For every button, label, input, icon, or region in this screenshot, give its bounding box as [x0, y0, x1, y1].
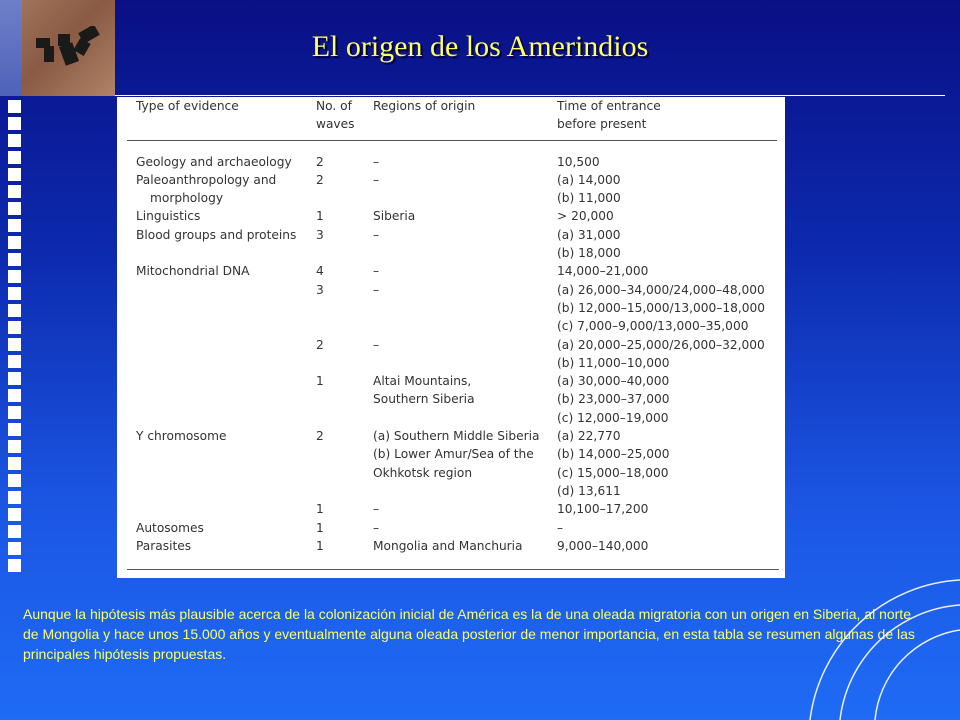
decorative-square [8, 491, 21, 504]
cell-line: Mitochondrial DNA [136, 264, 250, 279]
cell-line: (a) 20,000–25,000/26,000–32,000 [557, 337, 765, 352]
cell-waves: 1 [316, 520, 324, 535]
cell-waves: 2 [316, 154, 324, 169]
cell-line: – [557, 520, 564, 535]
decorative-arcs-icon [780, 560, 960, 720]
cell-evidence [127, 336, 316, 373]
cell-regions [373, 262, 557, 280]
cell-line: Parasites [136, 538, 192, 553]
cell-line: – [373, 264, 380, 279]
cell-evidence [127, 207, 316, 225]
cell-waves: 1 [316, 538, 324, 553]
cell-line: (a) 30,000–40,000 [557, 374, 670, 389]
decorative-square [8, 542, 21, 555]
decorative-square [8, 355, 21, 368]
cell-waves: 2 [316, 337, 324, 352]
table-row [127, 262, 777, 280]
cell-regions [373, 537, 557, 555]
cell-line: Y chromosome [136, 429, 227, 444]
header-no-of-waves [316, 97, 373, 140]
table-row [127, 537, 777, 555]
cell-line: Linguistics [136, 209, 201, 224]
decorative-square [8, 508, 21, 521]
evidence-table [127, 97, 777, 555]
decorative-square [8, 134, 21, 147]
cell-line: (a) Southern Middle Siberia [373, 429, 540, 444]
decorative-square [8, 202, 21, 215]
decorative-square [8, 304, 21, 317]
cell-regions [373, 427, 557, 500]
table-row [127, 336, 777, 373]
cell-regions [373, 171, 557, 208]
cell-line: – [373, 172, 380, 187]
cell-line: Mongolia and Manchuria [373, 538, 523, 553]
table-row [127, 372, 777, 427]
cell-evidence [127, 226, 316, 263]
cell-line: (b) 12,000–15,000/13,000–18,000 [557, 300, 765, 315]
cell-line: – [373, 502, 380, 517]
decorative-square [8, 185, 21, 198]
cell-line: 10,100–17,200 [557, 502, 649, 517]
cell-time [557, 207, 777, 225]
cell-line: Paleoanthropology and [136, 172, 277, 187]
decorative-square [8, 525, 21, 538]
decorative-square [8, 236, 21, 249]
cell-waves: 2 [316, 172, 324, 187]
cell-time [557, 262, 777, 280]
cell-line: 14,000–21,000 [557, 264, 649, 279]
cell-time [557, 226, 777, 263]
cell-regions [373, 281, 557, 336]
table-row [127, 226, 777, 263]
cell-evidence [127, 262, 316, 280]
decorative-squares-column [8, 100, 22, 576]
cell-regions [373, 519, 557, 537]
decorative-square [8, 457, 21, 470]
cell-waves: 1 [316, 374, 324, 389]
cell-regions [373, 372, 557, 427]
cell-line: (c) 12,000–19,000 [557, 410, 669, 425]
cell-evidence [127, 171, 316, 208]
cell-regions [373, 500, 557, 518]
cell-line: > 20,000 [557, 209, 614, 224]
decorative-square [8, 389, 21, 402]
header-time-of-entrance [557, 97, 777, 140]
table-row [127, 171, 777, 208]
cell-line: – [373, 154, 380, 169]
header-line: waves [316, 117, 355, 132]
cell-line: (d) 13,611 [557, 483, 621, 498]
cell-time [557, 519, 777, 537]
cell-line: (b) 23,000–37,000 [557, 392, 670, 407]
decorative-square [8, 219, 21, 232]
cell-waves: 3 [316, 282, 324, 297]
cell-line: (a) 14,000 [557, 172, 621, 187]
table-row [127, 281, 777, 336]
header-line: Regions of origin [373, 99, 476, 113]
evidence-table-panel [117, 97, 785, 578]
table-row [127, 500, 777, 518]
decorative-square [8, 406, 21, 419]
header-line: Time of entrance [557, 99, 661, 113]
table-header-row [127, 97, 777, 140]
cell-waves: 1 [316, 502, 324, 517]
decorative-square [8, 117, 21, 130]
cell-regions [373, 140, 557, 171]
decorative-square [8, 100, 21, 113]
cell-time [557, 500, 777, 518]
cell-line: – [373, 282, 380, 297]
cell-line: (b) 18,000 [557, 246, 621, 261]
cell-regions [373, 336, 557, 373]
cell-time [557, 336, 777, 373]
cell-waves: 3 [316, 227, 324, 242]
slide-title: El origen de los Amerindios [311, 30, 649, 63]
cell-line: (c) 7,000–9,000/13,000–35,000 [557, 319, 749, 334]
cell-regions [373, 207, 557, 225]
cell-time [557, 372, 777, 427]
cell-line: Altai Mountains, [373, 374, 472, 389]
table-row [127, 427, 777, 500]
header-line: before present [557, 117, 647, 132]
cell-line: (b) 14,000–25,000 [557, 447, 670, 462]
decorative-square [8, 338, 21, 351]
header-line: No. of [316, 99, 352, 113]
table-row [127, 207, 777, 225]
cell-line: Siberia [373, 209, 416, 224]
decorative-square [8, 287, 21, 300]
cell-line: morphology [150, 191, 224, 206]
cell-time [557, 537, 777, 555]
cell-waves: 1 [316, 209, 324, 224]
cell-line: (b) Lower Amur/Sea of the [373, 447, 534, 462]
cell-line: Okhkotsk region [373, 465, 473, 480]
decorative-square [8, 151, 21, 164]
cell-time [557, 171, 777, 208]
decorative-square [8, 253, 21, 266]
table-row [127, 140, 777, 171]
cell-line: Southern Siberia [373, 392, 475, 407]
cell-evidence [127, 537, 316, 555]
title-underline [115, 95, 945, 96]
slide-caption: Aunque la hipótesis más plausible acerca de la colonización inicial de América es la de una oleada migratoria con un origen en Siberia, al norte de Mongolia y hace unos 15.000 años y eventualmente alguna oleada posterior de menor importancia, en esta tabla se resumen algunas de las principales hipótesis propuestas. [23, 606, 915, 662]
cell-evidence [127, 519, 316, 537]
cell-evidence [127, 140, 316, 171]
cell-line: – [373, 227, 380, 242]
cell-line: (a) 31,000 [557, 227, 621, 242]
cell-line: Autosomes [136, 520, 204, 535]
header-type-of-evidence [127, 97, 316, 140]
cell-line: – [373, 337, 380, 352]
table-row [127, 519, 777, 537]
cell-waves: 4 [316, 264, 324, 279]
cell-line: (c) 15,000–18,000 [557, 465, 669, 480]
cell-line: (a) 26,000–34,000/24,000–48,000 [557, 282, 765, 297]
cell-regions [373, 226, 557, 263]
decorative-square [8, 440, 21, 453]
cell-waves: 2 [316, 429, 324, 444]
cell-evidence [127, 372, 316, 427]
cell-line: Blood groups and proteins [136, 227, 297, 242]
cell-line: 9,000–140,000 [557, 538, 649, 553]
cell-line: (b) 11,000 [557, 191, 621, 206]
decorative-square [8, 423, 21, 436]
cell-line: 10,500 [557, 154, 600, 169]
cell-time [557, 140, 777, 171]
decorative-square [8, 474, 21, 487]
cell-line: (b) 11,000–10,000 [557, 355, 670, 370]
header-line: Type of evidence [136, 99, 239, 113]
cell-time [557, 281, 777, 336]
cell-evidence [127, 427, 316, 500]
cell-line: (a) 22,770 [557, 429, 621, 444]
decorative-square [8, 372, 21, 385]
cell-line: Geology and archaeology [136, 154, 292, 169]
header-regions-of-origin [373, 97, 557, 140]
cell-evidence [127, 500, 316, 518]
decorative-square [8, 321, 21, 334]
decorative-square [8, 270, 21, 283]
cell-time [557, 427, 777, 500]
cell-evidence [127, 281, 316, 336]
cell-line: – [373, 520, 380, 535]
decorative-square [8, 559, 21, 572]
decorative-square [8, 168, 21, 181]
